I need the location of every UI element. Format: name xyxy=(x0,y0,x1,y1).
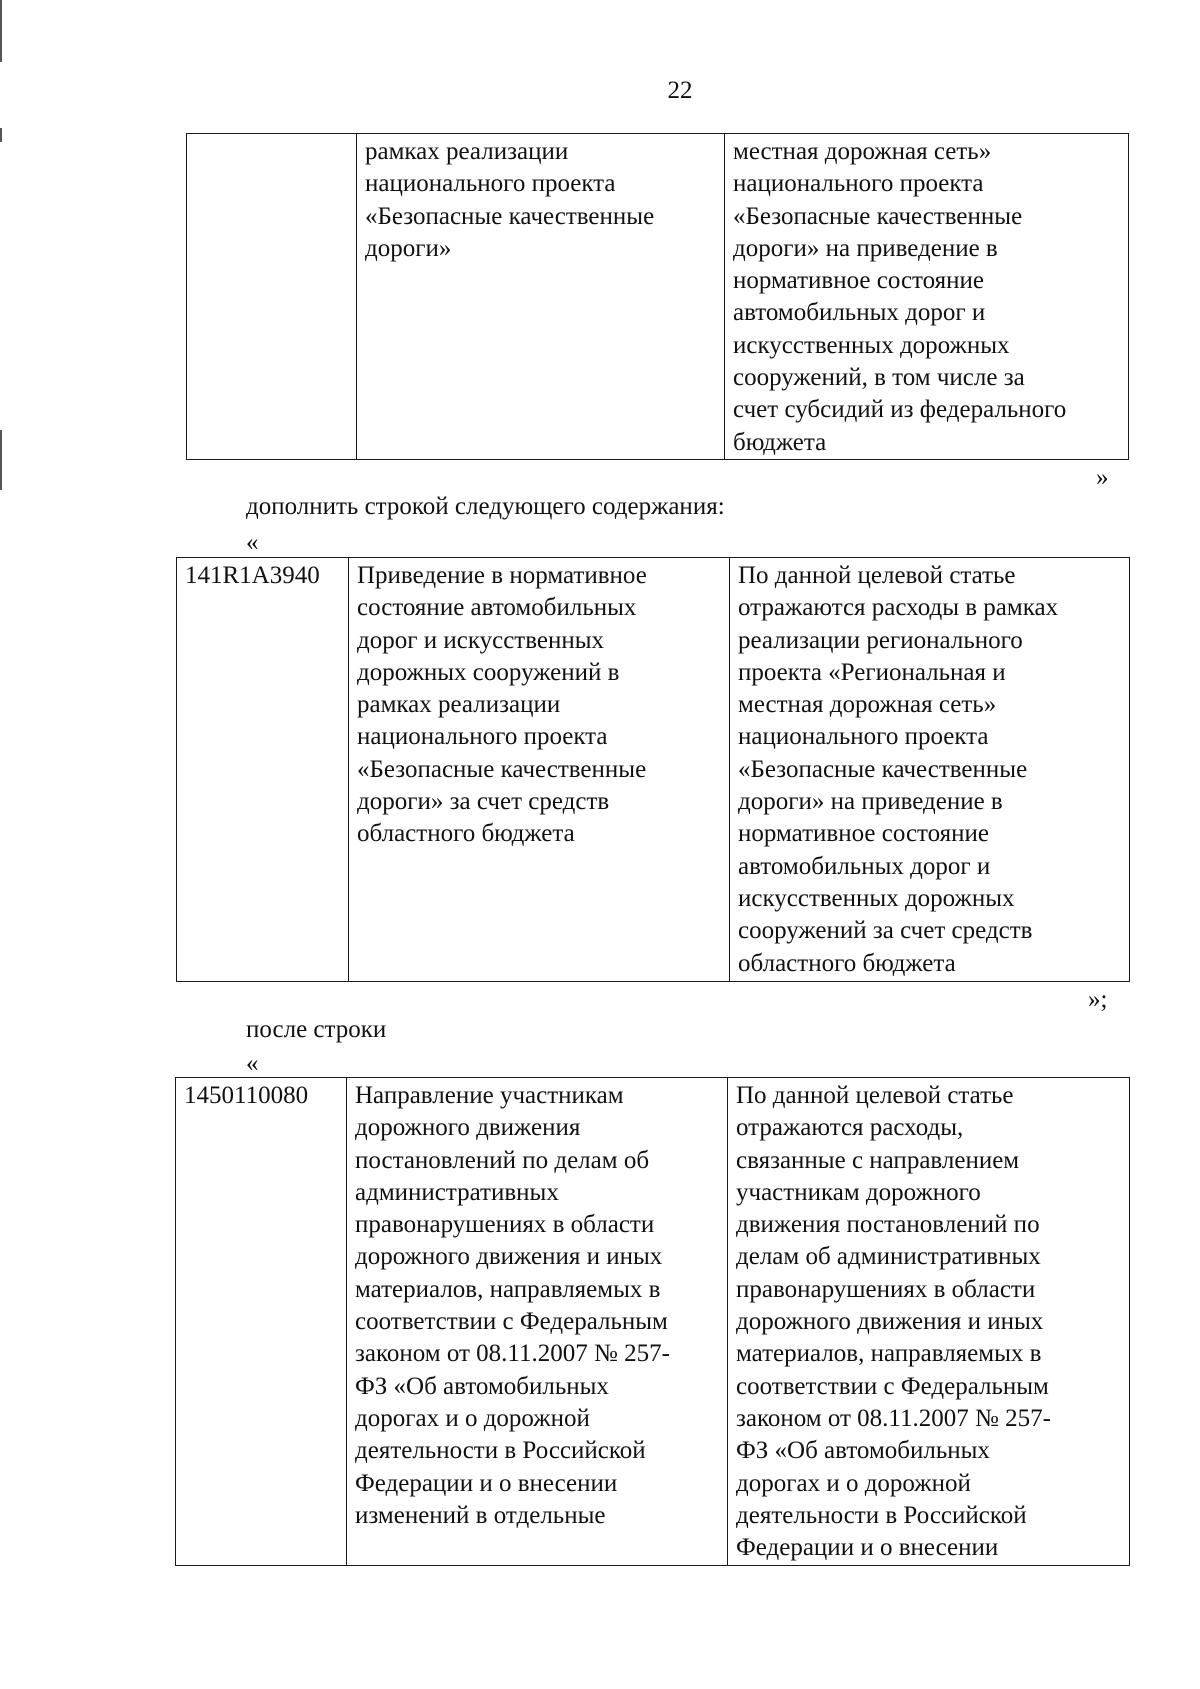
name-line: дорогах и о дорожной xyxy=(355,1404,590,1432)
description-line: местная дорожная сеть» xyxy=(738,691,997,719)
scan-edge-mark xyxy=(0,0,2,62)
description-line: «Безопасные качественные xyxy=(733,202,1023,230)
description-cell xyxy=(730,558,1130,982)
description-line: ФЗ «Об автомобильных xyxy=(736,1437,990,1465)
opening-quote: « xyxy=(246,529,259,556)
name-line: национального проекта xyxy=(365,170,616,198)
name-line: рамках реализации xyxy=(357,691,561,719)
table-row xyxy=(187,134,1129,460)
description-line: национального проекта xyxy=(733,170,984,198)
closing-quote: » xyxy=(1096,464,1109,491)
description-cell xyxy=(725,134,1129,460)
amendment-instruction: дополнить строкой следующего содержания: xyxy=(246,493,725,520)
description-line: автомобильных дорог и xyxy=(733,299,986,327)
name-line: дорожного движения и иных xyxy=(355,1243,663,1271)
description-line: отражаются расходы, xyxy=(736,1114,964,1142)
table-added-row xyxy=(176,557,1130,982)
description-line: По данной целевой статье xyxy=(736,1082,1014,1109)
description-line: дороги» на приведение в xyxy=(733,234,998,262)
description-line: соответствии с Федеральным xyxy=(736,1372,1049,1400)
name-line: постановлений по делам об xyxy=(355,1146,650,1174)
description-line: местная дорожная сеть» xyxy=(733,138,992,165)
table-row xyxy=(176,1078,1130,1566)
name-line: соответствии с Федеральным xyxy=(355,1308,668,1336)
code-cell xyxy=(187,134,357,460)
opening-quote: « xyxy=(246,1050,259,1077)
description-cell xyxy=(728,1078,1130,1566)
name-line: административных xyxy=(355,1178,559,1206)
description-line: искусственных дорожных xyxy=(738,884,1015,912)
name-cell xyxy=(349,558,730,982)
code-text: 1450110080 xyxy=(184,1082,309,1109)
description-line: дорожного движения и иных xyxy=(736,1308,1044,1336)
name-line: областного бюджета xyxy=(357,820,575,848)
name-line: дороги» за счет средств xyxy=(357,788,610,816)
description-line: связанные с направлением xyxy=(736,1146,1020,1174)
table-reference-row xyxy=(175,1077,1130,1566)
table-continuation xyxy=(186,133,1129,460)
description-line: Федерации и о внесении xyxy=(736,1534,999,1562)
description-line: счет субсидий из федерального xyxy=(733,396,1067,424)
description-line: автомобильных дорог и xyxy=(738,852,991,880)
name-line: изменений в отдельные xyxy=(355,1501,606,1529)
name-line: дорожных сооружений в xyxy=(357,658,620,686)
description-line: реализации регионального xyxy=(738,626,1023,654)
description-line: сооружений за счет средств xyxy=(738,917,1033,945)
description-line: искусственных дорожных xyxy=(733,331,1010,359)
code-cell xyxy=(176,1078,347,1566)
name-line: «Безопасные качественные xyxy=(365,202,655,230)
name-line: деятельности в Российской xyxy=(355,1437,646,1465)
amendment-instruction: после строки xyxy=(246,1016,387,1043)
name-line: Направление участникам xyxy=(355,1082,624,1109)
description-line: деятельности в Российской xyxy=(736,1501,1027,1529)
name-line: состояние автомобильных xyxy=(357,594,637,622)
description-line: материалов, направляемых в xyxy=(736,1340,1042,1368)
name-cell xyxy=(357,134,725,460)
name-line: Приведение в нормативное xyxy=(357,562,647,589)
description-line: законом от 08.11.2007 № 257- xyxy=(736,1404,1051,1432)
description-line: бюджета xyxy=(733,428,827,456)
description-line: нормативное состояние xyxy=(733,267,985,295)
description-line: областного бюджета xyxy=(738,949,956,977)
name-line: рамках реализации xyxy=(365,138,569,165)
name-line: национального проекта xyxy=(357,723,608,751)
name-line: ФЗ «Об автомобильных xyxy=(355,1372,609,1400)
scan-edge-mark xyxy=(0,430,2,490)
name-line: дорожного движения xyxy=(355,1114,581,1142)
name-line: «Безопасные качественные xyxy=(357,755,647,783)
code-cell xyxy=(177,558,349,982)
description-line: дорогах и о дорожной xyxy=(736,1469,971,1497)
name-line: дороги» xyxy=(365,234,452,262)
name-line: правонарушениях в области xyxy=(355,1211,655,1239)
page-number: 22 xyxy=(667,77,693,104)
name-line: материалов, направляемых в xyxy=(355,1275,661,1303)
description-line: участникам дорожного xyxy=(736,1178,981,1206)
description-line: национального проекта xyxy=(738,723,989,751)
description-line: дороги» на приведение в xyxy=(738,788,1003,816)
name-line: Федерации и о внесении xyxy=(355,1469,618,1497)
name-line: дорог и искусственных xyxy=(357,626,605,654)
description-line: отражаются расходы в рамках xyxy=(738,594,1059,622)
table-row xyxy=(177,558,1130,982)
description-line: делам об административных xyxy=(736,1243,1041,1271)
name-line: законом от 08.11.2007 № 257- xyxy=(355,1340,670,1368)
description-line: движения постановлений по xyxy=(736,1211,1040,1239)
closing-quote: »; xyxy=(1088,986,1108,1013)
description-line: По данной целевой статье xyxy=(738,562,1016,589)
scan-edge-mark xyxy=(0,128,2,142)
description-line: сооружений, в том числе за xyxy=(733,364,1025,392)
description-line: правонарушениях в области xyxy=(736,1275,1036,1303)
description-line: проекта «Региональная и xyxy=(738,658,1006,686)
description-line: «Безопасные качественные xyxy=(738,755,1028,783)
code-text: 141R1A3940 xyxy=(185,562,320,589)
name-cell xyxy=(347,1078,728,1566)
description-line: нормативное состояние xyxy=(738,820,990,848)
